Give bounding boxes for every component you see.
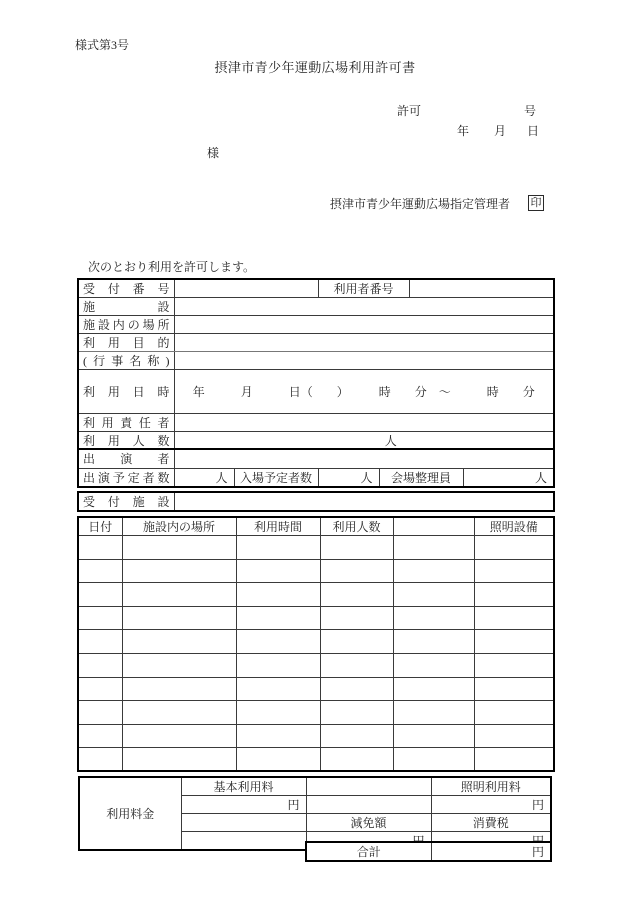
schedule-header-row (78, 517, 554, 536)
schedule-empty-row (78, 606, 554, 630)
performer-table (77, 448, 555, 488)
lighting-fee-label: 照明利用料 (431, 777, 551, 796)
responsible-person-value (174, 414, 554, 432)
basic-fee-label: 基本利用料 (181, 777, 306, 796)
schedule-empty-row (78, 583, 554, 607)
event-name-label: (行事名称) (78, 352, 174, 370)
seal-stamp-box (528, 195, 544, 211)
addressee-suffix: 様 (207, 146, 220, 160)
place-label: 施設内の場所 (78, 316, 174, 334)
performer-label: 出演者 (78, 449, 174, 468)
schedule-table (77, 516, 555, 772)
form-number: 様式第3号 (75, 38, 130, 52)
reception-facility-value (174, 492, 554, 511)
stewards-label: 会場整理員 (379, 468, 463, 487)
lighting-fee-yen-unit: 円 (431, 796, 551, 814)
schedule-empty-row (78, 559, 554, 583)
expected-performers-unit: 人 (174, 468, 234, 487)
schedule-header-blank (393, 517, 474, 536)
place-value (174, 316, 554, 334)
total-yen-unit: 円 (431, 842, 551, 861)
fee-label: 利用料金 (79, 777, 181, 850)
schedule-empty-row (78, 653, 554, 677)
schedule-header-headcount: 利用人数 (320, 517, 393, 536)
basic-fee-yen-unit: 円 (181, 796, 306, 814)
datetime-value: 年 月 日（ ） 時 分 ～ 時 分 (174, 370, 554, 414)
receipt-no-label: 受付番号 (78, 279, 174, 298)
manager-title: 摂津市青少年運動広場指定管理者 (330, 197, 511, 211)
datetime-label: 利用日時 (78, 370, 174, 414)
schedule-empty-row (78, 724, 554, 748)
total-label: 合計 (306, 842, 431, 861)
schedule-header-date: 日付 (78, 517, 122, 536)
day-label: 日 (527, 124, 540, 138)
responsible-person-label: 利用責任者 (78, 414, 174, 432)
schedule-header-lighting: 照明設備 (474, 517, 554, 536)
receipt-no-value (174, 279, 318, 298)
performer-value (174, 449, 554, 468)
month-label: 月 (494, 124, 507, 138)
fee-blank-cell (306, 796, 431, 814)
seal-glyph: 印 (530, 197, 542, 209)
permit-table (77, 278, 555, 451)
schedule-empty-row (78, 536, 554, 560)
schedule-header-place: 施設内の場所 (122, 517, 236, 536)
document-title: 摂津市青少年運動広場利用許可書 (214, 60, 416, 75)
permit-label: 許可 (397, 104, 422, 118)
schedule-header-time: 利用時間 (236, 517, 320, 536)
fee-total-row (305, 841, 552, 862)
expected-performers-label: 出演予定者数 (78, 468, 174, 487)
user-no-label: 利用者番号 (318, 279, 409, 298)
user-no-value (409, 279, 554, 298)
fee-blank-cell (181, 832, 306, 851)
expected-visitors-label: 入場予定者数 (234, 468, 318, 487)
permit-number-suffix: 号 (524, 104, 537, 118)
stewards-unit: 人 (463, 468, 554, 487)
schedule-empty-row (78, 677, 554, 701)
facility-value (174, 298, 554, 316)
schedule-empty-row (78, 630, 554, 654)
schedule-empty-row (78, 748, 554, 772)
year-label: 年 (457, 124, 470, 138)
reception-facility-table (77, 491, 555, 512)
schedule-empty-row (78, 701, 554, 725)
facility-label: 施設 (78, 298, 174, 316)
intro-sentence: 次のとおり利用を許可します。 (88, 260, 256, 274)
headcount-unit: 人 (174, 432, 554, 451)
reception-facility-label: 受付施設 (78, 492, 174, 511)
reduction-label: 減免額 (306, 814, 431, 832)
basic-fee-adjacent-blank (306, 777, 431, 796)
tax-label: 消費税 (431, 814, 551, 832)
expected-visitors-unit: 人 (318, 468, 379, 487)
fee-blank-cell (181, 814, 306, 832)
fee-table (78, 776, 552, 851)
headcount-label: 利用人数 (78, 432, 174, 451)
purpose-value (174, 334, 554, 352)
purpose-label: 利用目的 (78, 334, 174, 352)
event-name-value (174, 352, 554, 370)
